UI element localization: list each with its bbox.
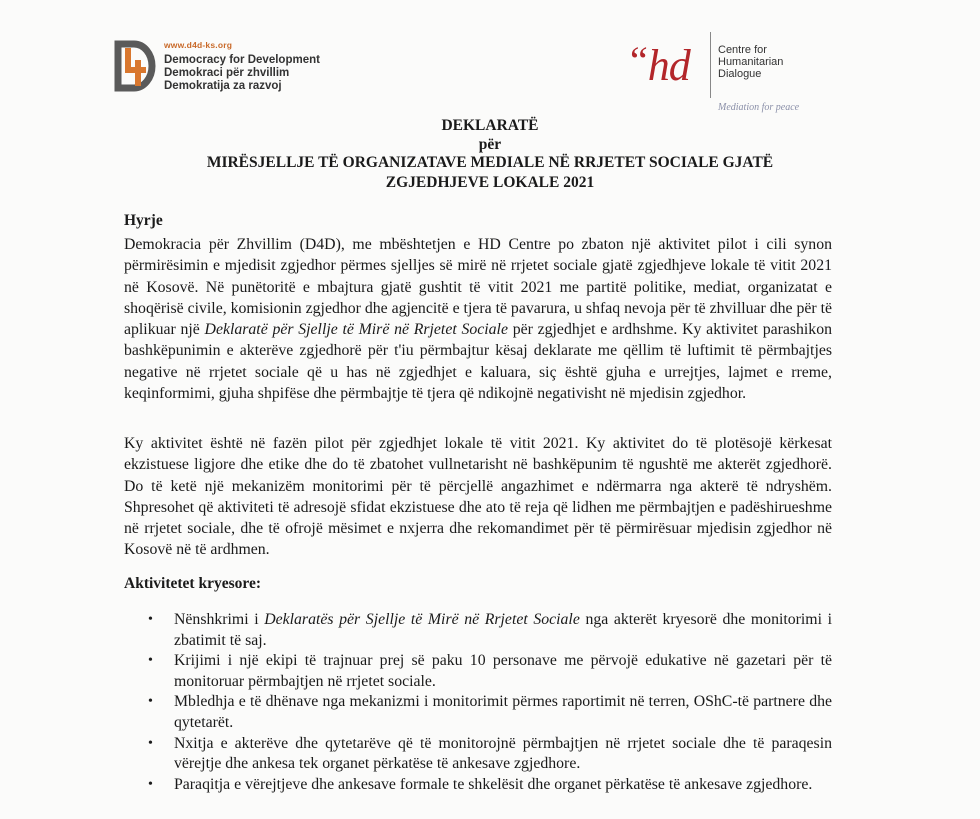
d4d-name-sq: Demokraci për zhvillim [164, 67, 290, 79]
text-run-italic: Deklaratës për Sjellje të Mirë në Rrjetet Sociale [264, 611, 580, 628]
text-run: për zgjedhjet e ardhshme. Ky aktivitet parashikon bashkëpunimin e akterëve zgjedhorë për t'iu përmbajtur kësaj deklarate me qëllim të luftimit të përmbajtjes negative në rrjetet sociale që u has në zgjedhjet e kaluara, siç është gjuha e urrejtjes, lajmet e rreme, keqinformimi, gjuha shpifëse dhe përmbajtje të tjera që ndikojnë negativisht në mjedisin zgjedhor. [124, 321, 833, 403]
d4d-text [164, 40, 320, 93]
hd-divider [710, 32, 711, 98]
d4d-header [114, 40, 320, 93]
doc-title-line1: DEKLARATË [441, 117, 539, 134]
list-item [124, 692, 832, 733]
text-run: Nënshkrimi i [174, 611, 265, 628]
intro-paragraph-2: Ky aktivitet është në fazën pilot për zgjedhjet lokale të vitit 2021. Ky aktivitet do të plotësojë kërkesat ekzistuese ligjore dhe etike dhe do të zbatohet vullnetarisht në bashkëpunim të ngushtë me akterët zgjedhorë. Do të ketë një mekanizëm monitorimi për të përcjellë angazhimet e ndërmarra nga akterë të ndryshëm. Shpresohet që aktiviteti të adresojë sfidat ekzistuese dhe ato të reja që lidhen me përmbajtjen e padëshirueshme në rrjetet sociale, dhe të ofrojë mësimet e nxjerra dhe rekomandimet për të përmirësuar mjedisin zgjedhor në Kosovë në të ardhmen. [124, 435, 832, 559]
doc-title-line4: ZGJEDHJEVE LOKALE 2021 [385, 174, 595, 191]
hd-name-line: Centre for [718, 44, 767, 56]
bullet-icon: • [148, 653, 153, 669]
d4d-url: www.d4d-ks.org [164, 40, 233, 50]
list-item [124, 651, 832, 692]
text-run: Nxitja e akterëve dhe qytetarëve që të monitorojnë përmbajtjen në rrjetet sociale dhe të paraqesin vërejtje dhe ankesa tek organet përkatëse të ankesave zgjedhore. [174, 734, 832, 773]
doc-title-line2: për [478, 136, 502, 153]
text-run: Paraqitja e vërejtjeve dhe ankesave formale te shkelësit dhe organet përkatëse të ankesave zgjedhore. [174, 775, 813, 793]
text-run: nga akterët kryesorë dhe monitorimi i zbatimit të saj. [174, 611, 832, 649]
text-run: Demokracia për Zhvillim (D4D), me mbështetjen e HD Centre po zbaton një aktivitet pilot i cili synon përmirësimin e mjedisit zgjedhor përmes sjelljes së mirë në rrjetet sociale gjatë zgjedhjeve lokale të vitit 2021 në Kosovë. Në punëtoritë e mbajtura gjatë gushtit të vitit 2021 me partitë politike, mediat, organizatat e shoqërisë civile, komisionin zgjedhor dhe agjencitë e tjera të pavarura, u shfaq nevoja për të zhvilluar dhe për të aplikuar një [124, 236, 832, 339]
text-run: Krijimi i një ekipi të trajnuar prej së paku 10 personave me përvojë edukative në gazetari për të monitoruar përmbajtjen në rrjetet sociale. [174, 652, 832, 690]
hd-name-line: Humanitarian [718, 56, 784, 68]
hd-logo [630, 40, 690, 91]
d4d-name-sr: Demokratija za razvoj [164, 80, 282, 92]
bullet-icon: • [148, 694, 153, 710]
bullet-icon: • [148, 735, 153, 751]
list-item [124, 775, 832, 796]
section-heading-hyrje: Hyrje [124, 212, 163, 229]
doc-title-line3: MIRËSJELLJE TË ORGANIZATAVE MEDIALE NË RRJETET SOCIALE GJATË [206, 154, 774, 171]
hd-logo-quote: “ [630, 38, 647, 83]
d4d-name-en: Democracy for Development [164, 54, 320, 66]
list-item [124, 610, 832, 651]
hd-name-line: Dialogue [718, 68, 762, 80]
intro-paragraph-1 [124, 234, 832, 404]
bullet-icon: • [148, 776, 153, 792]
bullet-icon: • [148, 612, 153, 627]
text-run: Mbledhja e të dhënave nga mekanizmi i monitorimit përmes raportimit në terren, OShC-të partnere dhe qytetarët. [174, 693, 832, 731]
activities-list [124, 610, 832, 795]
d4d-logo-icon [114, 40, 158, 92]
hd-logo-text: hd [647, 41, 690, 90]
text-run-italic: Deklaratë për Sjellje të Mirë në Rrjetet Sociale [204, 321, 508, 339]
hd-name [718, 44, 783, 80]
list-item [124, 734, 832, 775]
hd-header [630, 28, 820, 118]
section-heading-activities: Aktivitetet kryesore: [124, 575, 262, 592]
hd-tagline: Mediation for peace [718, 102, 800, 113]
